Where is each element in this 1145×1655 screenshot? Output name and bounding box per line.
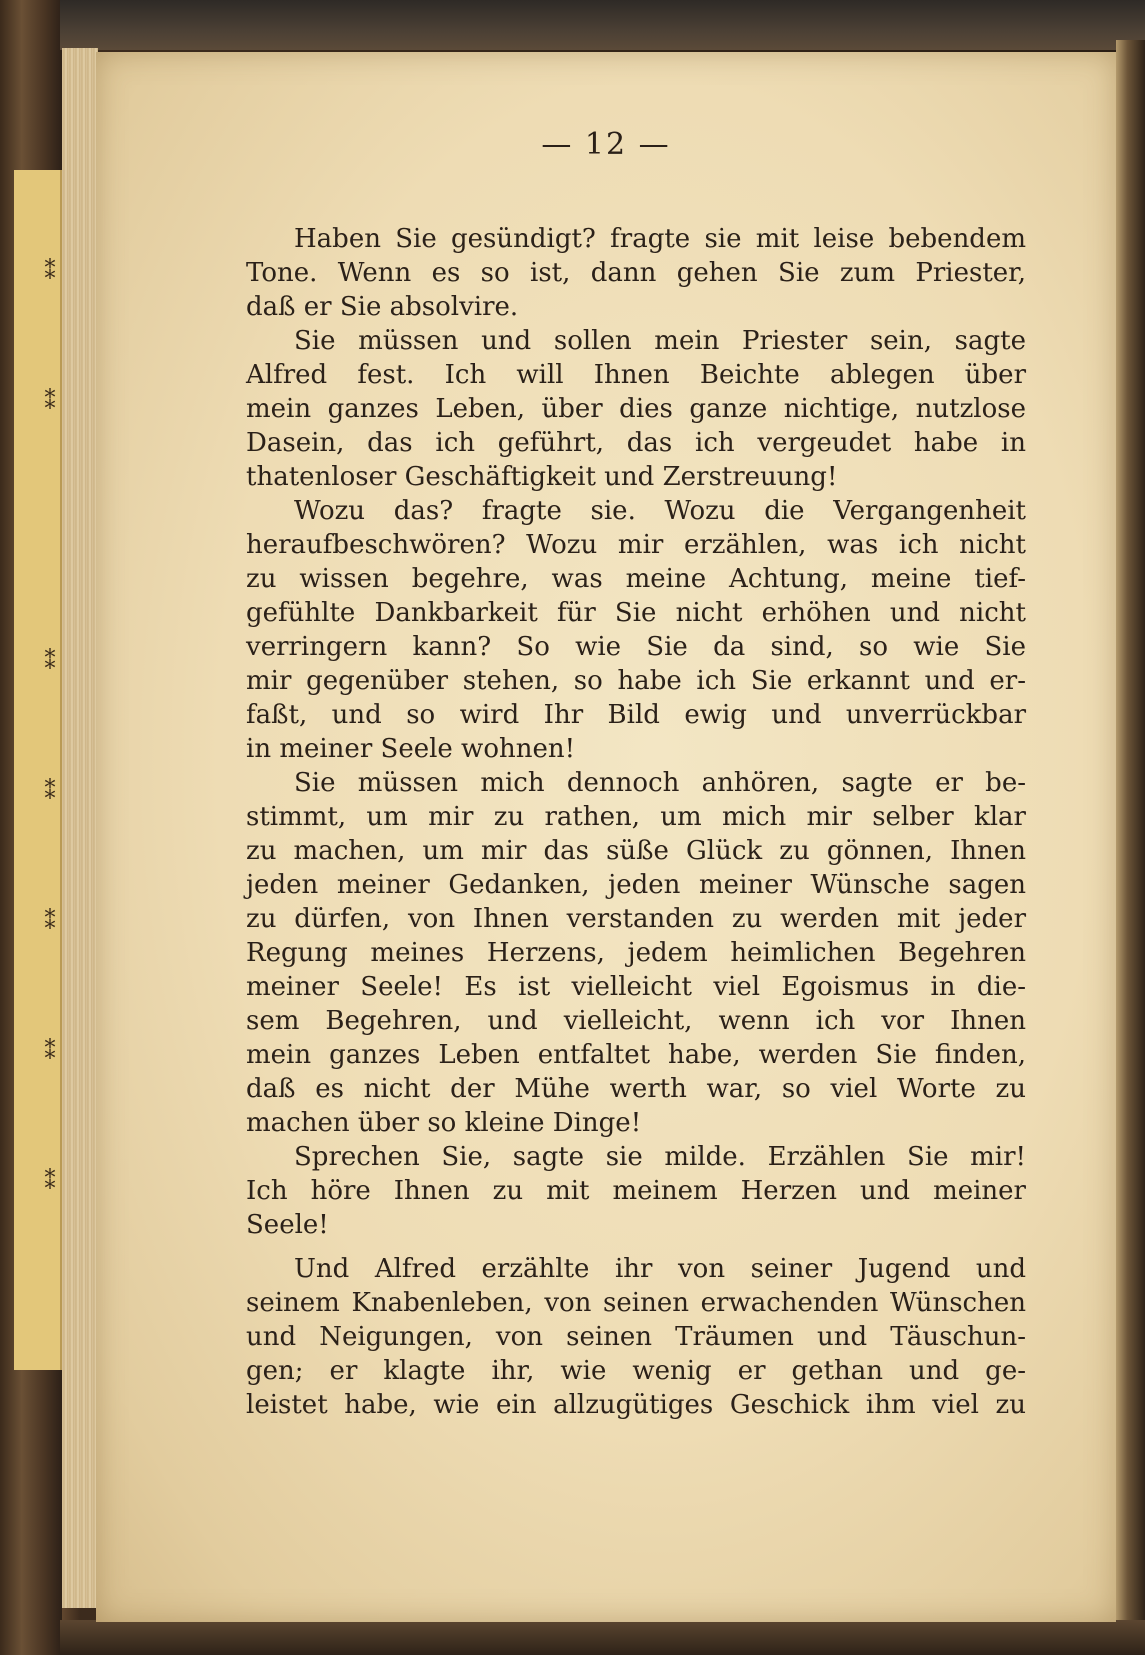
text-line: seinem Knabenleben, von seinen erwachenden Wünschen <box>246 1288 1026 1318</box>
text-line: gen; er klagte ihr, wie wenig er gethan und ge- <box>246 1356 1026 1386</box>
text-line: in meiner Seele wohnen! <box>246 734 576 764</box>
stitch-mark-icon: ⁑ <box>44 650 56 675</box>
text-line: daß er Sie absolvire. <box>246 292 519 322</box>
paragraph <box>246 766 1026 1140</box>
book-right-edge <box>1116 40 1145 1640</box>
text-line: mein ganzes Leben entfaltet habe, werden Sie finden, <box>246 1040 1026 1070</box>
text-line: Und Alfred erzählte ihr von seiner Jugend und <box>294 1254 1026 1284</box>
text-line: Regung meines Herzens, jedem heimlichen Begehren <box>246 938 1026 968</box>
text-line: meiner Seele! Es ist vielleicht viel Egoismus in die- <box>246 972 1026 1002</box>
text-line: mir gegenüber stehen, so habe ich Sie erkannt und er- <box>246 666 1026 696</box>
text-line: Haben Sie gesündigt? fragte sie mit leise bebendem <box>294 224 1026 254</box>
book-bottom-edge <box>60 1620 1145 1655</box>
text-line: zu dürfen, von Ihnen verstanden zu werden mit jeder <box>246 904 1026 934</box>
paragraph <box>246 222 1026 324</box>
text-line: Tone. Wenn es so ist, dann gehen Sie zum Priester, <box>246 258 1026 288</box>
stitch-mark-icon: ⁑ <box>44 1040 56 1065</box>
text-line: Seele! <box>246 1210 329 1240</box>
paragraph <box>246 494 1026 766</box>
text-line: verringern kann? So wie Sie da sind, so wie Sie <box>246 632 1026 662</box>
stitch-mark-icon: ⁑ <box>44 390 56 415</box>
paragraph <box>246 1140 1026 1242</box>
text-line: machen über so kleine Dinge! <box>246 1108 642 1138</box>
stitch-mark-icon: ⁑ <box>44 910 56 935</box>
text-line: leistet habe, wie ein allzugütiges Geschick ihm viel zu <box>246 1390 1026 1420</box>
text-line: Ich höre Ihnen zu mit meinem Herzen und meiner <box>246 1176 1026 1206</box>
binding-stitches <box>38 260 68 1260</box>
paragraph-spacer <box>246 1242 1026 1252</box>
stitch-mark-icon: ⁑ <box>44 260 56 285</box>
text-line: stimmt, um mir zu rathen, um mich mir selber klar <box>246 802 1026 832</box>
stitch-mark-icon: ⁑ <box>44 1170 56 1195</box>
text-line: und Neigungen, von seinen Träumen und Täuschun- <box>246 1322 1026 1352</box>
text-line: jeden meiner Gedanken, jeden meiner Wünsche sagen <box>246 870 1026 900</box>
text-line: gefühlte Dankbarkeit für Sie nicht erhöhen und nicht <box>246 598 1026 628</box>
text-line: heraufbeschwören? Wozu mir erzählen, was ich nicht <box>246 530 1026 560</box>
text-line: daß es nicht der Mühe werth war, so viel Worte zu <box>246 1074 1026 1104</box>
text-line: sem Begehren, und vielleicht, wenn ich vor Ihnen <box>246 1006 1026 1036</box>
text-line: faßt, und so wird Ihr Bild ewig und unverrückbar <box>246 700 1026 730</box>
text-line: zu wissen begehre, was meine Achtung, meine tief- <box>246 564 1026 594</box>
text-line: Sprechen Sie, sagte sie milde. Erzählen Sie mir! <box>294 1142 1026 1172</box>
stitch-mark-icon: ⁑ <box>44 780 56 805</box>
text-line: zu machen, um mir das süße Glück zu gönnen, Ihnen <box>246 836 1026 866</box>
text-line: Wozu das? fragte sie. Wozu die Vergangenheit <box>294 496 1026 526</box>
page-number: — 12 — <box>541 127 671 162</box>
book-cover-top <box>60 0 1145 50</box>
book-page <box>96 52 1116 1622</box>
text-line: Sie müssen und sollen mein Priester sein, sagte <box>294 326 1026 356</box>
paragraph <box>246 1252 1026 1422</box>
text-line: Sie müssen mich dennoch anhören, sagte er be- <box>294 768 1026 798</box>
text-line: Dasein, das ich geführt, das ich vergeudet habe in <box>246 428 1026 458</box>
body-text <box>246 222 1026 1422</box>
text-line: thatenloser Geschäftigkeit und Zerstreuung! <box>246 462 838 492</box>
text-line: Alfred fest. Ich will Ihnen Beichte ablegen über <box>246 360 1026 390</box>
text-line: mein ganzes Leben, über dies ganze nichtige, nutzlose <box>246 394 1026 424</box>
paragraph <box>246 324 1026 494</box>
